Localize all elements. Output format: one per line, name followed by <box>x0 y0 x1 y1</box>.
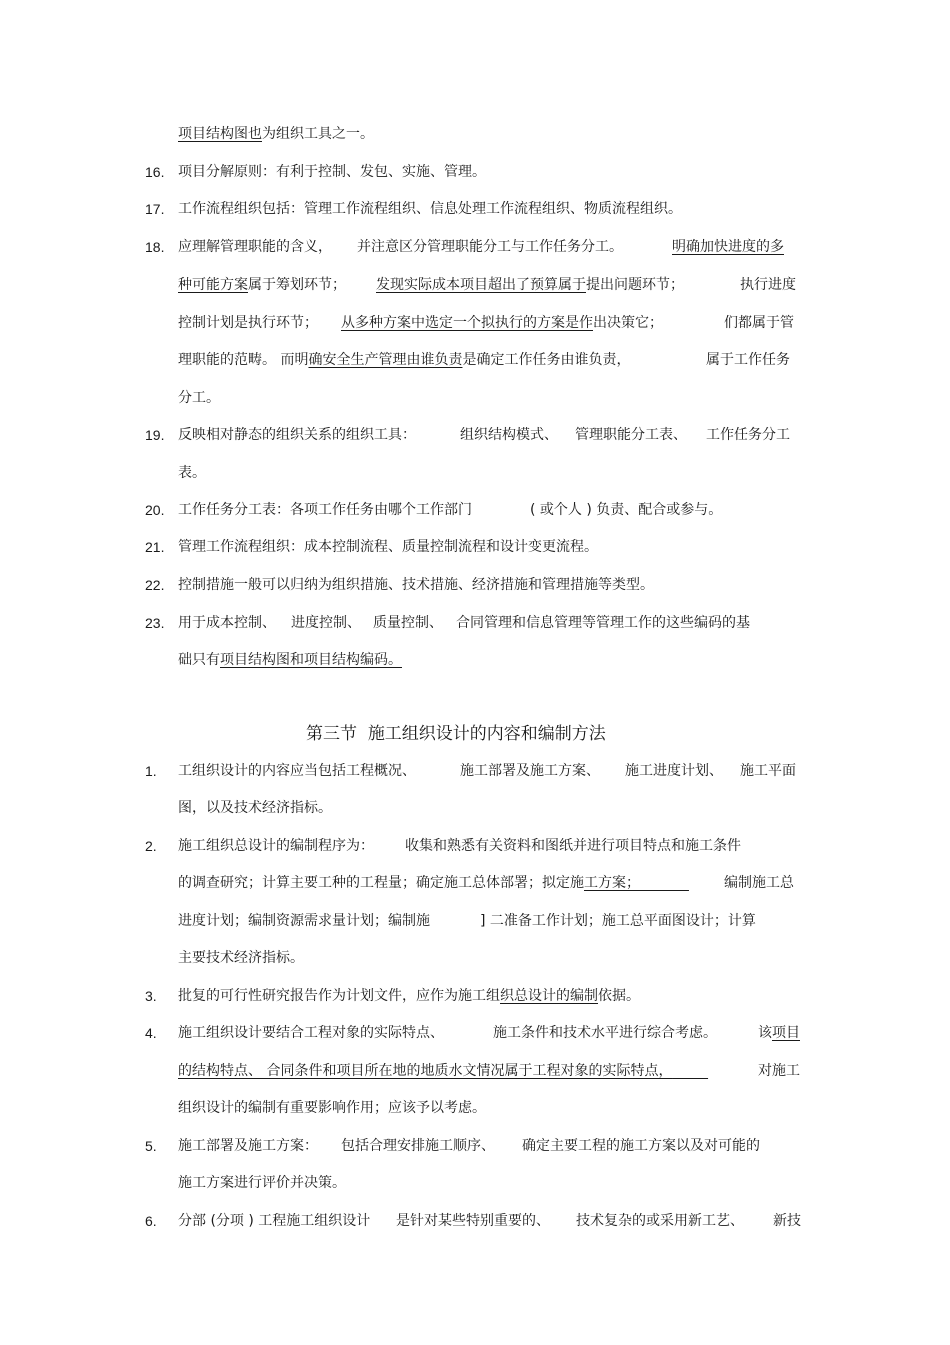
item-text: ( 或个人 ) 负责、配合或参与。 <box>530 502 723 518</box>
item-number: 6. <box>145 1213 157 1229</box>
item-text: 从多种方案中选定一个拟执行的方案是作出决策它； <box>341 315 663 331</box>
item-text: 技术复杂的或采用新工艺、 <box>576 1213 744 1229</box>
underlined-text: 明确加快进度的多 <box>672 239 784 255</box>
item-text: 用于成本控制、 <box>178 615 276 631</box>
item-text: 编制施工总 <box>724 875 794 891</box>
item-text: 工作任务分工 <box>706 427 790 443</box>
item-text: 确定主要工程的施工方案以及对可能的 <box>522 1138 760 1154</box>
item-text: 分工。 <box>178 390 220 406</box>
item-text: 主要技术经济指标。 <box>178 950 304 966</box>
item-text: 组织结构模式、 <box>460 427 558 443</box>
item-text: 是针对某些特别重要的、 <box>396 1213 550 1229</box>
item-text: 施工组织总设计的编制程序为： <box>178 838 374 854</box>
item-text: 施工条件和技术水平进行综合考虑。 <box>493 1025 717 1041</box>
item-number: 18. <box>145 239 165 255</box>
item-number: 19. <box>145 427 165 443</box>
item-text: 的调查研究；计算主要工种的工程量；确定施工总体部署；拟定施工方案； <box>178 875 640 891</box>
item-text: 组织设计的编制有重要影响作用；应该予以考虑。 <box>178 1100 486 1116</box>
item-text: 表。 <box>178 465 206 481</box>
item-text: 工组织设计的内容应当包括工程概况、 <box>178 763 416 779</box>
continuation-line: 项目结构图也为组织工具之一。 <box>178 126 374 142</box>
item-text: 新技 <box>773 1213 801 1229</box>
item-number: 23. <box>145 615 165 631</box>
item-text: 包括合理安排施工顺序、 <box>341 1138 495 1154</box>
item-text: ] 二准备工作计划；施工总平面图设计；计算 <box>480 913 756 929</box>
item-text: 控制计划是执行环节； <box>178 315 318 331</box>
item-number: 20. <box>145 502 165 518</box>
item-text: 施工组织设计要结合工程对象的实际特点、 <box>178 1025 444 1041</box>
item-text: 工作流程组织包括：管理工作流程组织、信息处理工作流程组织、物质流程组织。 <box>178 201 682 217</box>
item-text: 种可能方案属于筹划环节； <box>178 277 346 293</box>
item-number: 2. <box>145 838 157 854</box>
item-number: 4. <box>145 1025 157 1041</box>
item-text: 施工部署及施工方案、 <box>460 763 600 779</box>
item-text: 执行进度 <box>740 277 796 293</box>
item-number: 22. <box>145 577 165 593</box>
section-title: 第三节 施工组织设计的内容和编制方法 <box>306 724 606 744</box>
item-text: 础只有项目结构图和项目结构编码。 <box>178 652 402 668</box>
item-text: 应理解管理职能的含义， <box>178 239 332 255</box>
item-text: 收集和熟悉有关资料和图纸并进行项目特点和施工条件 <box>405 838 741 854</box>
item-text: 该项目 <box>758 1025 800 1041</box>
item-text: 合同管理和信息管理等管理工作的这些编码的基 <box>456 615 750 631</box>
item-number: 3. <box>145 988 157 1004</box>
item-text: 施工部署及施工方案： <box>178 1138 318 1154</box>
item-number: 1. <box>145 763 157 779</box>
item-text: 管理工作流程组织：成本控制流程、质量控制流程和设计变更流程。 <box>178 539 598 555</box>
item-text: 图，以及技术经济指标。 <box>178 800 332 816</box>
item-text: 并注意区分管理职能分工与工作任务分工。 <box>357 239 623 255</box>
item-text: 属于工作任务 <box>706 352 790 368</box>
item-number: 16. <box>145 164 165 180</box>
item-text: 们都属于管 <box>724 315 794 331</box>
item-text: 发现实际成本项目超出了预算属于提出问题环节； <box>376 277 684 293</box>
item-text: 施工进度计划、 <box>625 763 723 779</box>
item-text: 项目分解原则：有利于控制、发包、实施、管理。 <box>178 164 486 180</box>
item-text: 进度计划；编制资源需求量计划；编制施 <box>178 913 430 929</box>
item-text: 施工方案进行评价并决策。 <box>178 1175 346 1191</box>
item-text: 控制措施一般可以归纳为组织措施、技术措施、经济措施和管理措施等类型。 <box>178 577 654 593</box>
item-text: 质量控制、 <box>373 615 443 631</box>
item-text: 对施工 <box>758 1063 800 1079</box>
underlined-text: 项目结构图也 <box>178 126 262 142</box>
item-text: 的结构特点、 合同条件和项目所在地的地质水文情况属于工程对象的实际特点， <box>178 1063 673 1079</box>
item-text: 分部 (分项 ) 工程施工组织设计 <box>178 1213 371 1229</box>
item-text: 反映相对静态的组织关系的组织工具： <box>178 427 416 443</box>
item-number: 17. <box>145 201 165 217</box>
item-text: 批复的可行性研究报告作为计划文件，应作为施工组织总设计的编制依据。 <box>178 988 640 1004</box>
item-text: 管理职能分工表、 <box>575 427 687 443</box>
item-number: 21. <box>145 539 165 555</box>
item-text: 施工平面 <box>740 763 796 779</box>
item-text: 工作任务分工表：各项工作任务由哪个工作部门 <box>178 502 472 518</box>
item-number: 5. <box>145 1138 157 1154</box>
item-text: 进度控制、 <box>291 615 361 631</box>
item-text: 理职能的范畴。 而明确安全生产管理由谁负责是确定工作任务由谁负责， <box>178 352 631 368</box>
